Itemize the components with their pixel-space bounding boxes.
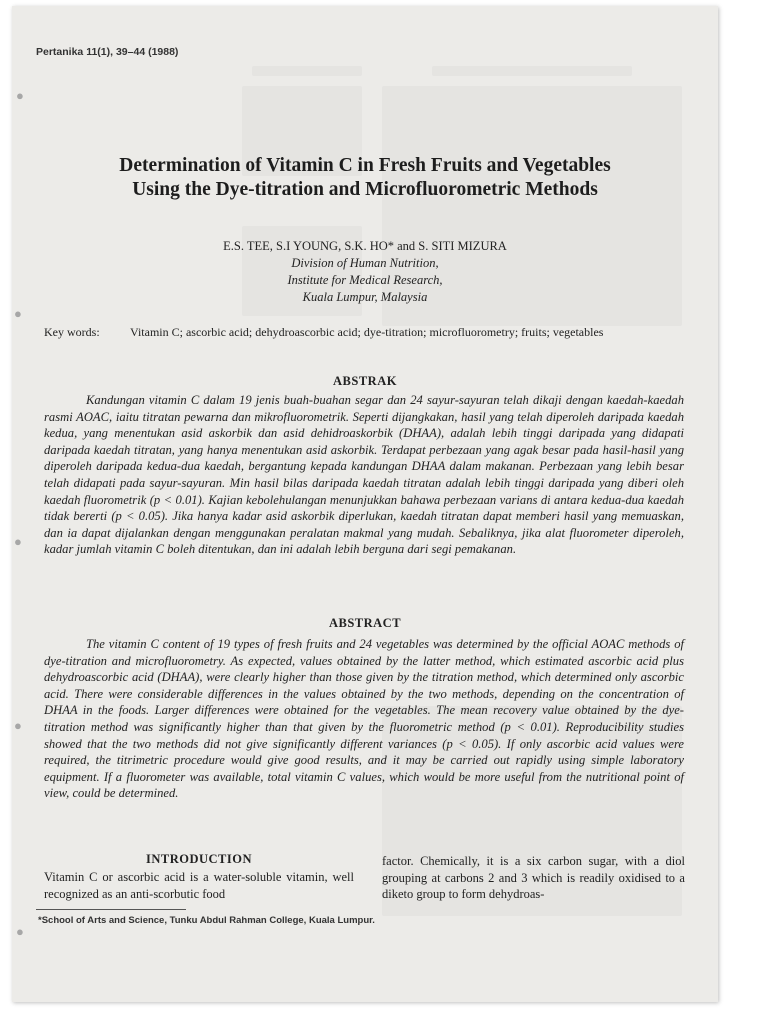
- bleed-through: [252, 66, 362, 76]
- abstract-body: [44, 636, 684, 802]
- binding-hole-mark: ●: [14, 534, 22, 549]
- abstract-heading: ABSTRACT: [328, 616, 402, 630]
- paper-page: [12, 6, 718, 1002]
- author-institute: Institute for Medical Research,: [287, 273, 443, 287]
- introduction-right-column: [382, 853, 685, 903]
- author-names: E.S. TEE, S.I YOUNG, S.K. HO* and S. SITI MIZURA: [223, 239, 507, 253]
- keywords: [44, 324, 684, 341]
- abstrak-body: [44, 392, 684, 558]
- title-line-2: Using the Dye-titration and Microfluorometric Methods: [132, 179, 598, 200]
- keywords-value: Vitamin C; ascorbic acid; dehydroascorbic acid; dye-titration; microfluorometry; fruits; vegetables: [130, 325, 604, 339]
- footnote-divider: [36, 909, 186, 910]
- binding-hole-mark: ●: [16, 924, 24, 939]
- binding-hole-mark: ●: [14, 306, 22, 321]
- abstract-text: The vitamin C content of 19 types of fresh fruits and 24 vegetables was determined by the official AOAC methods of dye-titration and microfluorometry. As expected, values obtained by the latter method, which estimated ascorbic acid plus dehydroascorbic acid (DHAA), were clearly higher than those given by the titration method, which determined only ascorbic acid. There were considerable differences in the values obtained by the two methods, depending on the concentration of DHAA in the foods. Larger differences were obtained for the vegetables. The mean recovery value obtained by the dye-titration method was significantly higher than that given by the fluorometric method (p < 0.01). Reproducibility studies showed that the two methods did not give significantly different variances (p < 0.05). If only ascorbic acid values were required, the titrimetric procedure would give good results, and it may be carried out rapidly using simple laboratory equipment. If a fluorometer was available, total vitamin C values, which would be more useful from the nutritional point of view, could be determined.: [44, 637, 684, 801]
- abstrak-heading: ABSTRAK: [333, 374, 397, 388]
- abstrak-text: Kandungan vitamin C dalam 19 jenis buah-buahan segar dan 24 sayur-sayuran telah dikaji dengan kaedah-kaedah rasmi AOAC, iaitu titratan pewarna dan mikrofluorometrik. Seperti dijangkakan, hasil yang telah diperoleh daripada kaedah kedua, yang menentukan asid askorbik dan asid dehidroaskorbik (DHAA), adalah lebih tinggi daripada yang didapati daripada kaedah titratan, yang hanya menentukan asid askorbik. Terdapat perbezaan yang agak besar pada hasil-hasil yang diperoleh daripada kedua-dua kaedah, bergantung kepada kandungan DHAA dalam makanan. Perbezaan yang lebih besar telah didapati pada sayur-sayuran. Min hasil bilas daripada kaedah titratan adalah lebih tinggi daripada yang diberi oleh kaedah fluorometrik (p < 0.01). Kajian kebolehulangan menunjukkan bahawa perbezaan varians di antara kedua-dua kaedah tidak bererti (p < 0.05). Jika hanya kadar asid askorbik diperlukan, kaedah titratan dapat memberi hasil yang memuaskan, dan ia dapat dijalankan dengan menggunakan peralatan makmal yang mudah. Sebaliknya, jika alat fluorometer diperoleh, kadar jumlah vitamin C boleh ditentukan, dan ini adalah lebih berguna dari segi pemakanan.: [44, 393, 684, 557]
- author-division: Division of Human Nutrition,: [291, 256, 439, 270]
- introduction-left-column: [44, 869, 354, 902]
- binding-hole-mark: ●: [16, 88, 24, 103]
- introduction-left-text: Vitamin C or ascorbic acid is a water-soluble vitamin, well recognized as an anti-scorbutic food: [44, 870, 354, 901]
- keywords-label: Key words:: [44, 325, 100, 339]
- paper-title: [12, 154, 718, 202]
- author-location: Kuala Lumpur, Malaysia: [302, 290, 428, 304]
- journal-citation: Pertanika 11(1), 39–44 (1988): [36, 46, 179, 58]
- bleed-through: [432, 66, 632, 76]
- author-block: [12, 238, 718, 306]
- title-line-1: Determination of Vitamin C in Fresh Fruits and Vegetables: [119, 155, 611, 176]
- introduction-heading: INTRODUCTION: [145, 852, 252, 866]
- binding-hole-mark: ●: [14, 718, 22, 733]
- footnote: *School of Arts and Science, Tunku Abdul Rahman College, Kuala Lumpur.: [38, 915, 375, 926]
- introduction-right-text: factor. Chemically, it is a six carbon sugar, with a diol grouping at carbons 2 and 3 which is readily oxidised to a diketo group to form dehydroas-: [382, 854, 685, 902]
